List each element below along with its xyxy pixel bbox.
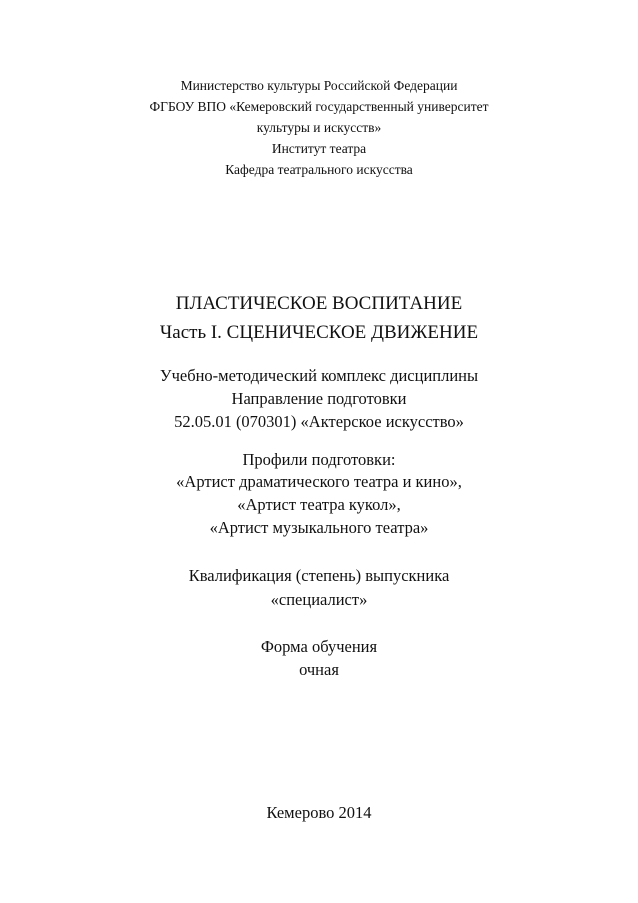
institute-line: Институт театра bbox=[271, 141, 367, 156]
qualification-label: Квалификация (степень) выпускника bbox=[188, 566, 450, 585]
profile-item-musical: «Артист музыкального театра» bbox=[209, 518, 429, 537]
department-line: Кафедра театрального искусства bbox=[225, 162, 413, 177]
university-line-2: культуры и искусств» bbox=[256, 120, 382, 135]
direction-value: 52.05.01 (070301) «Актерское искусство» bbox=[174, 412, 464, 431]
document-type: Учебно-методический комплекс дисциплины bbox=[159, 366, 479, 385]
direction-label: Направление подготовки bbox=[231, 389, 407, 408]
profile-item-drama: «Артист драматического театра и кино», bbox=[176, 472, 462, 491]
study-form-value: очная bbox=[299, 660, 339, 679]
city-year: Кемерово 2014 bbox=[266, 803, 372, 822]
qualification-value: «специалист» bbox=[270, 590, 368, 609]
document-title: ПЛАСТИЧЕСКОЕ ВОСПИТАНИЕ bbox=[175, 293, 463, 314]
profile-item-puppet: «Артист театра кукол», bbox=[237, 495, 401, 514]
ministry-line: Министерство культуры Российской Федерации bbox=[180, 78, 458, 93]
document-subtitle: Часть I. СЦЕНИЧЕСКОЕ ДВИЖЕНИЕ bbox=[159, 322, 479, 343]
university-line-1: ФГБОУ ВПО «Кемеровский государственный университет bbox=[149, 99, 489, 114]
profiles-label: Профили подготовки: bbox=[242, 450, 396, 469]
study-form-label: Форма обучения bbox=[260, 637, 378, 656]
